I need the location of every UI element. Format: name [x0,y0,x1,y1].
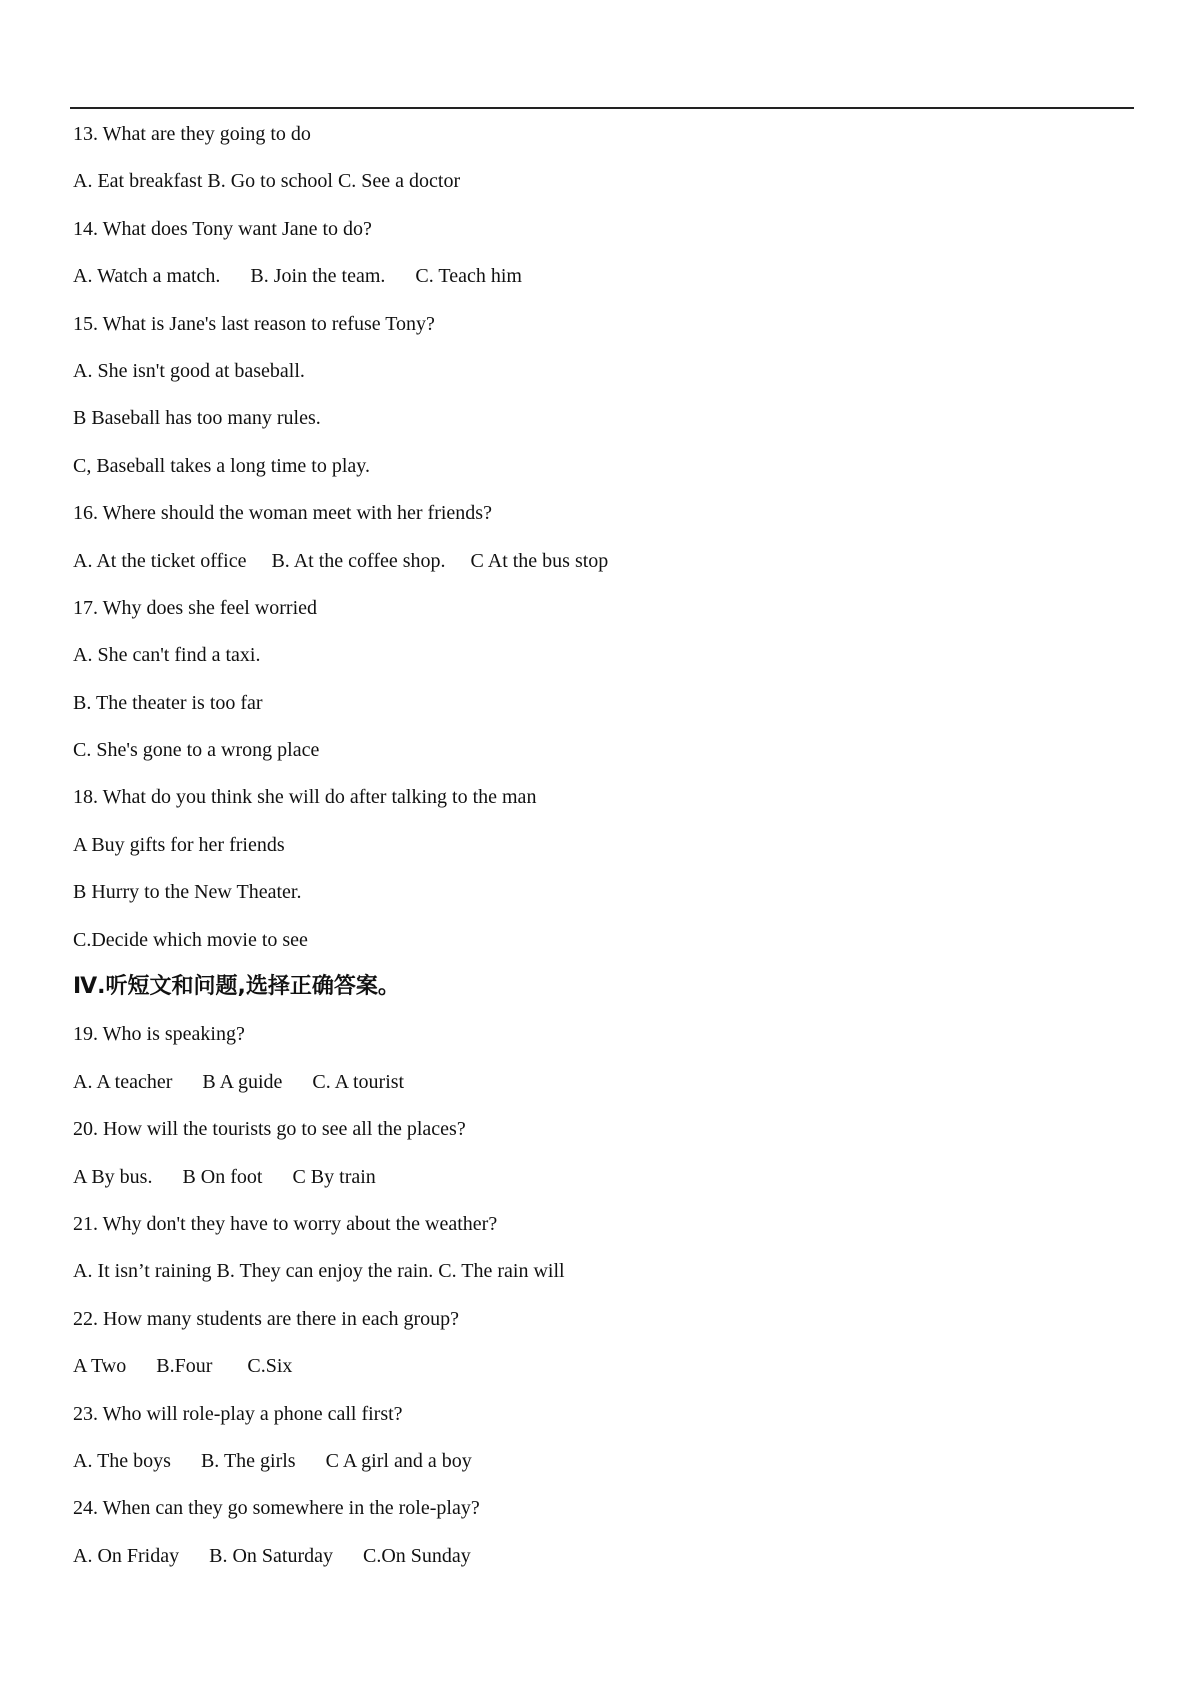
answer-option: C.Decide which movie to see [73,928,308,951]
exam-content [73,117,1133,1586]
answer-option: A. She can't find a taxi. [73,644,261,667]
answer-option: A Buy gifts for her friends [73,833,285,856]
header-rule [70,107,1134,109]
answer-option: B. The theater is too far [73,691,263,714]
question-text: 24. When can they go somewhere in the role-play? [73,1497,480,1520]
question-text: 13. What are they going to do [73,123,311,145]
question-text: 21. Why don't they have to worry about the weather? [73,1212,498,1235]
question-text: 18. What do you think she will do after talking to the man [73,786,537,809]
answer-options: A. Eat breakfast B. Go to school C. See a doctor [73,170,461,193]
question-text: 23. Who will role-play a phone call first? [73,1402,403,1425]
answer-options: A. It isn’t raining B. They can enjoy the rain. C. The rain will [73,1260,565,1283]
answer-options: A. At the ticket office B. At the coffee shop. C At the bus stop [73,549,609,572]
question-text: 15. What is Jane's last reason to refuse Tony? [73,312,435,335]
answer-option: B Hurry to the New Theater. [73,881,302,904]
question-text: 16. Where should the woman meet with her friends? [73,502,492,525]
answer-option: C, Baseball takes a long time to play. [73,454,370,477]
answer-options: A. Watch a match. B. Join the team. C. Teach him [73,265,522,288]
question-text: 20. How will the tourists go to see all the places? [73,1118,466,1141]
answer-option: B Baseball has too many rules. [73,407,321,430]
answer-option: A. She isn't good at baseball. [73,359,305,382]
question-text: 14. What does Tony want Jane to do? [73,217,372,240]
answer-options: A Two B.Four C.Six [73,1355,293,1378]
question-text: 22. How many students are there in each group? [73,1307,459,1330]
answer-option: C. She's gone to a wrong place [73,739,320,762]
answer-options: A. The boys B. The girls C A girl and a boy [73,1449,472,1472]
answer-options: A. A teacher B A guide C. A tourist [73,1070,405,1093]
answer-options: A. On Friday B. On Saturday C.On Sunday [73,1544,471,1567]
answer-options: A By bus. B On foot C By train [73,1165,376,1188]
question-text: 19. Who is speaking? [73,1023,245,1046]
section-heading: Ⅳ.听短文和问题,选择正确答案。 [73,974,400,1000]
question-text: 17. Why does she feel worried [73,596,318,619]
